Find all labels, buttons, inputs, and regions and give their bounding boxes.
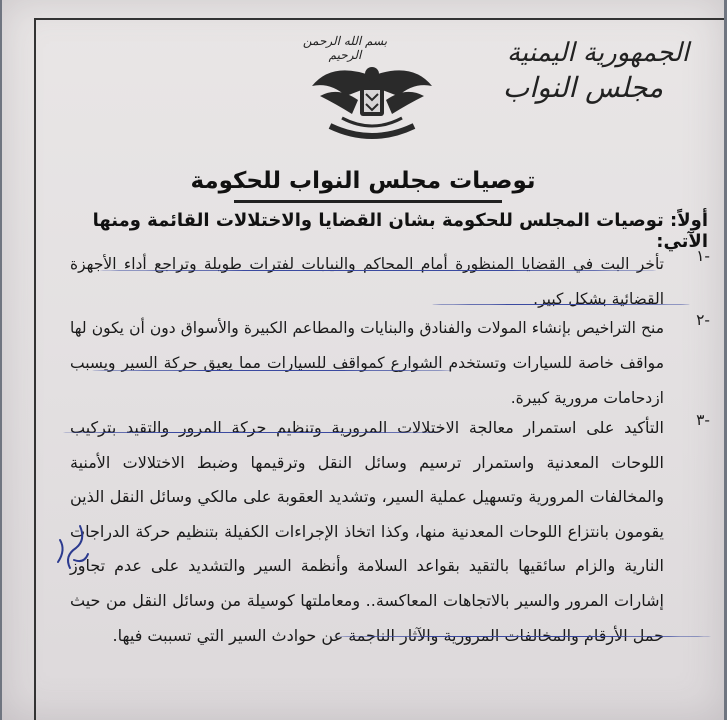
pen-underline — [98, 270, 658, 271]
eagle-emblem-icon — [302, 56, 442, 146]
document-page — [2, 0, 724, 720]
section-heading: أولاً: توصيات المجلس للحكومة بشان القضايا والاختلالات القائمة ومنها الآتي: — [92, 210, 708, 252]
item-text: تأخر البت في القضايا المنظورة أمام المحاكم والنيابات لفترات طويلة وتراجع أداء الأجهزة القضائية بشكل كبير. — [70, 255, 664, 308]
masthead-institution: مجلس النواب — [502, 71, 664, 104]
masthead — [498, 36, 698, 106]
masthead-country: الجمهورية اليمنية — [506, 38, 690, 68]
list-item — [70, 411, 710, 653]
item-number: -١ — [696, 247, 710, 265]
item-text: منح التراخيص بإنشاء المولات والفنادق والبنايات والمطاعم الكبيرة والأسواق دون أن يكون لها مواقف خاصة للسيارات وتستخدم الشوارع كمواقف للسيارات مما يعيق حركة السير ويسبب ازدحامات مرورية كبيرة. — [70, 319, 664, 407]
list-item — [70, 311, 710, 416]
item-number: -٢ — [696, 311, 710, 329]
basmala: بسم الله الرحمن الرحيم — [302, 34, 388, 62]
item-number: -٣ — [696, 411, 710, 429]
pen-underline — [332, 636, 712, 637]
list-item — [70, 247, 710, 317]
pen-underline — [62, 432, 442, 433]
item-text: التأكيد على استمرار معالجة الاختلالات المرورية وتنظيم حركة المرور والتقيد بتركيب اللوحات المعدنية واستمرار ترسيم وسائل النقل وترقيمها وضبط الاختلالات الأمنية والمخالفات المرورية وتسهيل عملية السير، وتشديد العقوبة على مالكي وسائل النقل الذين يقومون بانتزاع اللوحات المعدنية منها، وكذا اتخاذ الإجراءات الكفيلة بتنظيم حركة الدراجات النارية والزام سائقيها بالتقيد بقواعد السلامة وأنظمة السير والتشديد على عدم تجاوز إشارات المرور والسير بالاتجاهات المعاكسة.. ومعاملتها كوسيلة من وسائل النقل من حيث حمل الأرقام والمخالفات المرورية والآثار الناجمة عن حوادث السير التي تسببت فيها. — [70, 418, 664, 645]
document-title: توصيات مجلس النواب للحكومة — [190, 168, 536, 194]
pen-underline — [432, 304, 690, 305]
title-underline — [234, 200, 502, 203]
handwritten-initials-icon — [50, 520, 94, 576]
pen-underline — [92, 370, 452, 371]
